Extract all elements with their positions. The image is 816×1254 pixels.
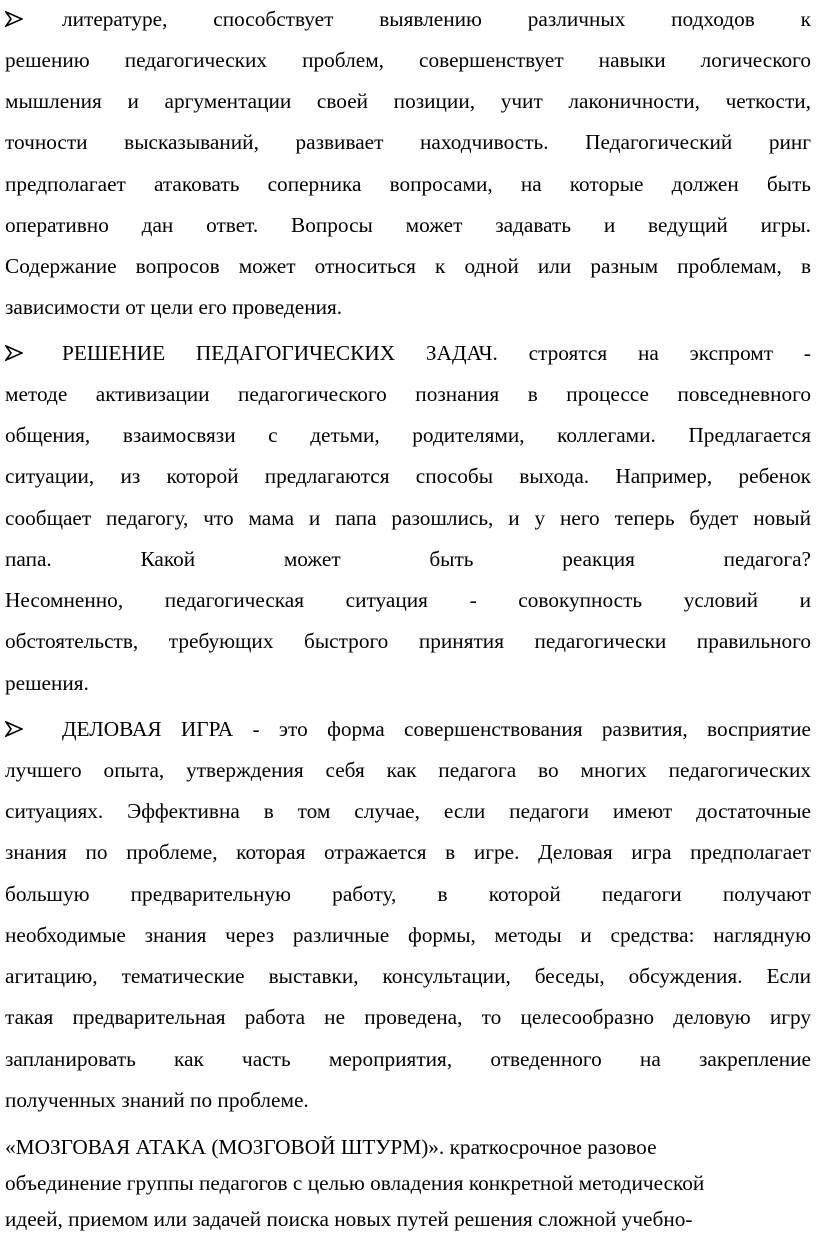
- arrow-bullet-icon: [5, 715, 27, 743]
- paragraph-1-line-4: точности высказываний, развивает находчивость. Педагогический ринг: [5, 130, 811, 154]
- paragraph-1-line-6: оперативно дан ответ. Вопросы может задавать и ведущий игры.: [5, 213, 811, 237]
- paragraph-2-line-9: решения.: [5, 671, 89, 695]
- paragraph-3-line-6: необходимые знания через различные формы, методы и средства: наглядную: [5, 923, 811, 947]
- paragraph-2-line-1: РЕШЕНИЕ ПЕДАГОГИЧЕСКИХ ЗАДАЧ. строятся на экспромт -: [62, 341, 811, 365]
- paragraph-2-line-2: методе активизации педагогического познания в процессе повседневного: [5, 382, 811, 406]
- paragraph-3-line-4: знания по проблеме, которая отражается в игре. Деловая игра предполагает: [5, 840, 811, 864]
- paragraph-4-line-3: идеей, приемом или задачей поиска новых путей решения сложной учебно-: [5, 1207, 693, 1231]
- paragraph-2-line-3: общения, взаимосвязи с детьми, родителями, коллегами. Предлагается: [5, 423, 811, 447]
- arrow-bullet-icon: [5, 5, 27, 33]
- paragraph-3-line-10: полученных знаний по проблеме.: [5, 1088, 309, 1112]
- paragraph-4-line-1: «МОЗГОВАЯ АТАКА (МОЗГОВОЙ ШТУРМ)». краткосрочное разовое: [5, 1135, 657, 1159]
- paragraph-4-line-2: объединение группы педагогов с целью овладения конкретной методической: [5, 1171, 705, 1195]
- paragraph-1-line-8: зависимости от цели его проведения.: [5, 295, 343, 319]
- paragraph-2-line-7: Несомненно, педагогическая ситуация - совокупность условий и: [5, 588, 811, 612]
- paragraph-3-line-7: агитацию, тематические выставки, консультации, беседы, обсуждения. Если: [5, 964, 811, 988]
- paragraph-2-line-5: сообщает педагогу, что мама и папа разошлись, и у него теперь будет новый: [5, 506, 811, 530]
- paragraph-2-line-6: папа. Какой может быть реакция педагога?: [5, 547, 811, 571]
- paragraph-3-line-9: запланировать как часть мероприятия, отведенного на закрепление: [5, 1047, 811, 1071]
- paragraph-1-line-2: решению педагогических проблем, совершенствует навыки логического: [5, 48, 811, 72]
- paragraph-2-line-4: ситуации, из которой предлагаются способы выхода. Например, ребенок: [5, 464, 811, 488]
- paragraph-3-line-2: лучшего опыта, утверждения себя как педагога во многих педагогических: [5, 758, 811, 782]
- paragraph-1-line-1: литературе, способствует выявлению различных подходов к: [62, 7, 811, 31]
- paragraph-3-line-5: большую предварительную работу, в которой педагоги получают: [5, 882, 811, 906]
- paragraph-1-line-3: мышления и аргументации своей позиции, учит лаконичности, четкости,: [5, 89, 811, 113]
- paragraph-1-line-5: предполагает атаковать соперника вопросами, на которые должен быть: [5, 172, 811, 196]
- paragraph-1-line-7: Содержание вопросов может относиться к одной или разным проблемам, в: [5, 254, 811, 278]
- paragraph-2-line-8: обстоятельств, требующих быстрого принятия педагогически правильного: [5, 629, 811, 653]
- paragraph-3-line-8: такая предварительная работа не проведена, то целесообразно деловую игру: [5, 1005, 811, 1029]
- paragraph-3-line-1: ДЕЛОВАЯ ИГРА - это форма совершенствования развития, восприятие: [62, 717, 811, 741]
- paragraph-3-line-3: ситуациях. Эффективна в том случае, если педагоги имеют достаточные: [5, 799, 811, 823]
- arrow-bullet-icon: [5, 339, 27, 367]
